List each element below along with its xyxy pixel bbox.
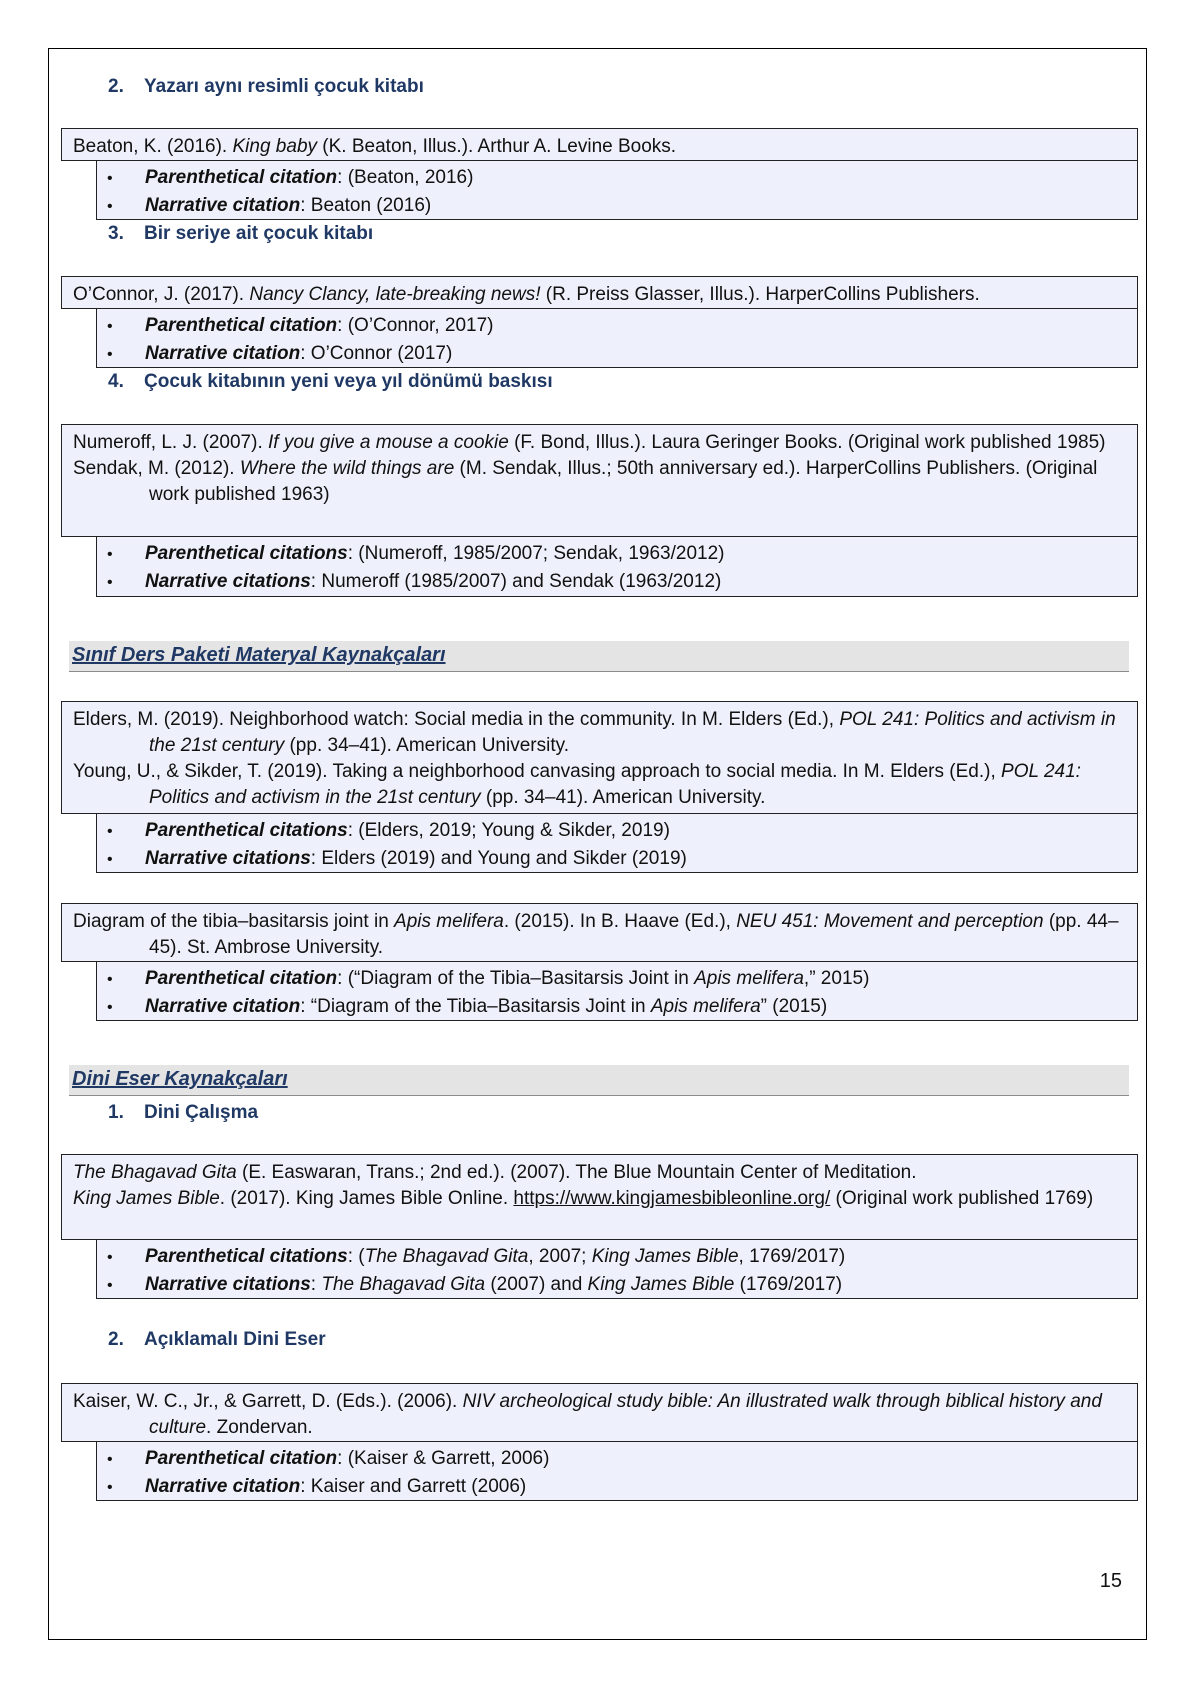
parenthetical-citation: • Parenthetical citation: (Kaiser & Garrett, 2006) xyxy=(107,1448,550,1469)
reference-beaton: Beaton, K. (2016). King baby (K. Beaton, Illus.). Arthur A. Levine Books. xyxy=(73,136,677,157)
section-title-religious-works: Dini Eser Kaynakçaları xyxy=(72,1068,288,1090)
reference-young: Young, U., & Sikder, T. (2019). Taking a neighborhood canvasing approach to social media. In M. Elders (Ed.), POL 241: Politics and activism in the 21st century (pp. 34–41). American University. xyxy=(73,761,1081,808)
heading-illustrated-same-author: 2. Yazarı aynı resimli çocuk kitabı xyxy=(108,76,424,97)
narrative-citation: • Narrative citations: Numeroff (1985/2007) and Sendak (1963/2012) xyxy=(107,571,722,592)
parenthetical-citation: • Parenthetical citations: (Elders, 2019; Young & Sikder, 2019) xyxy=(107,820,670,841)
citation-box-numeroff-sendak xyxy=(96,537,1138,597)
parenthetical-citation: • Parenthetical citation: (“Diagram of the Tibia–Basitarsis Joint in Apis melifera,” 2015) xyxy=(107,968,870,989)
reference-box-gita-kjb xyxy=(61,1154,1138,1240)
heading-religious-work: 1. Dini Çalışma xyxy=(108,1102,259,1123)
reference-elders: Elders, M. (2019). Neighborhood watch: Social media in the community. In M. Elders (Ed.), POL 241: Politics and activism in the 21st century (pp. 34–41). American University. xyxy=(73,709,1116,756)
page-number: 15 xyxy=(1099,1570,1122,1592)
parenthetical-citation: • Parenthetical citation: (O’Connor, 2017) xyxy=(107,315,494,336)
kjb-url-link[interactable]: https://www.kingjamesbibleonline.org/ xyxy=(513,1188,831,1209)
reference-box-diagram xyxy=(61,903,1138,962)
narrative-citation: • Narrative citation: Beaton (2016) xyxy=(107,195,432,216)
reference-kaiser: Kaiser, W. C., Jr., & Garrett, D. (Eds.). (2006). NIV archeological study bible: An illustrated walk through biblical history and culture. Zondervan. xyxy=(73,1391,1102,1438)
heading-annotated-religious-work: 2. Açıklamalı Dini Eser xyxy=(108,1329,326,1350)
citation-box-diagram xyxy=(96,962,1138,1021)
section-bar-religious-works xyxy=(69,1065,1129,1096)
section-bar-course-pack xyxy=(69,641,1129,672)
reference-box-kaiser xyxy=(61,1383,1138,1442)
parenthetical-citation: • Parenthetical citations: (The Bhagavad Gita, 2007; King James Bible, 1769/2017) xyxy=(107,1246,846,1267)
citation-box-gita-kjb xyxy=(96,1240,1138,1299)
citation-box-elders-young xyxy=(96,814,1138,873)
narrative-citation: • Narrative citations: The Bhagavad Gita (2007) and King James Bible (1769/2017) xyxy=(107,1274,843,1295)
reference-oconnor: O’Connor, J. (2017). Nancy Clancy, late-breaking news! (R. Preiss Glasser, Illus.). HarperCollins Publishers. xyxy=(73,284,980,305)
reference-box-elders-young xyxy=(61,701,1138,814)
section-title-course-pack: Sınıf Ders Paketi Materyal Kaynakçaları xyxy=(72,644,446,666)
reference-box-beaton xyxy=(61,128,1138,161)
reference-bhagavad-gita: The Bhagavad Gita (E. Easwaran, Trans.; 2nd ed.). (2007). The Blue Mountain Center of Meditation. xyxy=(73,1162,917,1183)
citation-box-kaiser xyxy=(96,1442,1138,1501)
reference-sendak: Sendak, M. (2012). Where the wild things are (M. Sendak, Illus.; 50th anniversary ed.). HarperCollins Publishers. (Original work published 1963) xyxy=(73,458,1098,505)
reference-numeroff: Numeroff, L. J. (2007). If you give a mouse a cookie (F. Bond, Illus.). Laura Geringer Books. (Original work published 1985) xyxy=(73,432,1106,453)
heading-series-book: 3. Bir seriye ait çocuk kitabı xyxy=(108,223,374,244)
reference-box-numeroff-sendak xyxy=(61,424,1138,537)
heading-anniversary-edition: 4. Çocuk kitabının yeni veya yıl dönümü baskısı xyxy=(108,371,553,392)
parenthetical-citation: • Parenthetical citation: (Beaton, 2016) xyxy=(107,167,474,188)
reference-diagram: Diagram of the tibia–basitarsis joint in Apis melifera. (2015). In B. Haave (Ed.), NEU 451: Movement and perception (pp. 44–45). St. Ambrose University. xyxy=(73,911,1119,958)
citation-box-oconnor xyxy=(96,309,1138,368)
reference-box-oconnor xyxy=(61,276,1138,309)
narrative-citation: • Narrative citation: Kaiser and Garrett (2006) xyxy=(107,1476,527,1497)
reference-king-james-bible: King James Bible. (2017). King James Bible Online. https://www.kingjamesbibleonline.org/ (Original work published 1769) xyxy=(73,1188,1094,1209)
parenthetical-citation: • Parenthetical citations: (Numeroff, 1985/2007; Sendak, 1963/2012) xyxy=(107,543,725,564)
narrative-citation: • Narrative citation: “Diagram of the Tibia–Basitarsis Joint in Apis melifera” (2015) xyxy=(107,996,828,1017)
narrative-citation: • Narrative citations: Elders (2019) and Young and Sikder (2019) xyxy=(107,848,687,869)
citation-box-beaton xyxy=(96,161,1138,220)
narrative-citation: • Narrative citation: O’Connor (2017) xyxy=(107,343,453,364)
